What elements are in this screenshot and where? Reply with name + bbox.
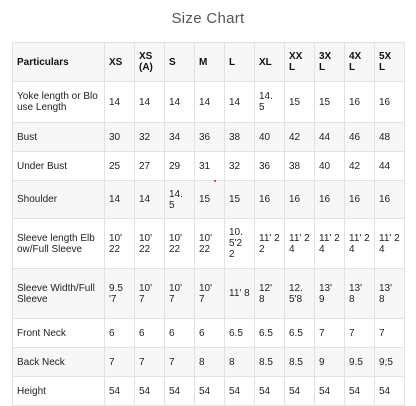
row-label: Shoulder: [13, 181, 105, 219]
column-header: XS: [105, 43, 135, 82]
column-header: 5X L: [375, 43, 405, 82]
table-cell: 8: [195, 348, 225, 377]
table-cell: 6: [165, 319, 195, 348]
table-cell: 9.5: [345, 348, 375, 377]
table-cell: 36: [255, 152, 285, 181]
size-chart-table: [12, 42, 405, 406]
table-cell: 10' 22: [165, 219, 195, 269]
column-header: XS (A): [135, 43, 165, 82]
table-cell: 6.5: [255, 319, 285, 348]
table-cell: 16: [255, 181, 285, 219]
table-row: [13, 219, 405, 269]
table-cell: 10' 22: [195, 219, 225, 269]
table-cell: 13' 9: [315, 269, 345, 319]
column-header: 4X L: [345, 43, 375, 82]
table-cell: 7: [345, 319, 375, 348]
table-row: [13, 348, 405, 377]
table-cell: 12. 5'8: [285, 269, 315, 319]
table-cell: 6: [195, 319, 225, 348]
table-cell: 14: [165, 82, 195, 123]
table-row: [13, 82, 405, 123]
table-cell: 13' 8: [375, 269, 405, 319]
table-row: [13, 152, 405, 181]
table-cell: 6.5: [285, 319, 315, 348]
table-cell: 46: [345, 123, 375, 152]
table-cell: 7: [315, 319, 345, 348]
table-cell: 6: [135, 319, 165, 348]
table-cell: 10' 22: [135, 219, 165, 269]
table-cell: 14: [135, 82, 165, 123]
table-cell: 32: [135, 123, 165, 152]
table-row: [13, 377, 405, 406]
table-cell: 11' 24: [285, 219, 315, 269]
table-cell: 16: [375, 82, 405, 123]
table-cell: 54: [375, 377, 405, 406]
table-cell: 40: [315, 152, 345, 181]
table-cell: 44: [375, 152, 405, 181]
table-cell: 7: [165, 348, 195, 377]
table-cell: 14. 5: [165, 181, 195, 219]
table-cell: 31: [195, 152, 225, 181]
table-row: [13, 269, 405, 319]
table-cell: 32: [225, 152, 255, 181]
column-header: XX L: [285, 43, 315, 82]
table-row: [13, 123, 405, 152]
table-cell: 38: [225, 123, 255, 152]
table-cell: 14: [105, 181, 135, 219]
table-cell: 48: [375, 123, 405, 152]
table-cell: 54: [255, 377, 285, 406]
table-cell: 15: [285, 82, 315, 123]
table-cell: 16: [285, 181, 315, 219]
table-cell: 16: [375, 181, 405, 219]
table-cell: 11' 24: [315, 219, 345, 269]
column-header: 3X L: [315, 43, 345, 82]
table-cell: 15: [315, 82, 345, 123]
table-cell: 10' 7: [135, 269, 165, 319]
column-header: XL: [255, 43, 285, 82]
table-cell: 14: [225, 82, 255, 123]
table-cell: 11' 24: [345, 219, 375, 269]
table-cell: 7: [105, 348, 135, 377]
table-cell: 9: [315, 348, 345, 377]
table-cell: 7: [375, 319, 405, 348]
table-cell: 10' 7: [165, 269, 195, 319]
table-cell: 16: [345, 82, 375, 123]
table-cell: 10' 7: [195, 269, 225, 319]
row-label: Sleeve length Elbow/Full Sleeve: [13, 219, 105, 269]
table-row: [13, 181, 405, 219]
table-cell: 12' 8: [255, 269, 285, 319]
row-label: Front Neck: [13, 319, 105, 348]
table-cell: 16: [345, 181, 375, 219]
table-cell: 34: [165, 123, 195, 152]
row-label: Height: [13, 377, 105, 406]
table-cell: 40: [255, 123, 285, 152]
table-cell: 54: [165, 377, 195, 406]
table-cell: 14: [195, 82, 225, 123]
table-cell: 8.5: [255, 348, 285, 377]
table-cell: 8: [225, 348, 255, 377]
table-cell: 9.5 '7: [105, 269, 135, 319]
column-header: Particulars: [13, 43, 105, 82]
table-cell: 42: [345, 152, 375, 181]
column-header: M: [195, 43, 225, 82]
table-cell: 6.5: [225, 319, 255, 348]
table-cell: 14: [135, 181, 165, 219]
stray-red-dot: [214, 180, 216, 182]
table-header-row: [13, 43, 405, 82]
row-label: Yoke length or Blouse Length: [13, 82, 105, 123]
page-title: Size Chart: [171, 10, 245, 27]
table-cell: 42: [285, 123, 315, 152]
table-cell: 54: [225, 377, 255, 406]
table-cell: 11' 24: [375, 219, 405, 269]
table-cell: 7: [135, 348, 165, 377]
table-cell: 10. 5'2 2: [225, 219, 255, 269]
row-label: Back Neck: [13, 348, 105, 377]
table-cell: 27: [135, 152, 165, 181]
size-chart-table-container: [12, 42, 404, 406]
table-cell: 29: [165, 152, 195, 181]
row-label: Under Bust: [13, 152, 105, 181]
table-cell: 54: [195, 377, 225, 406]
table-cell: 9;5: [375, 348, 405, 377]
table-cell: 10' 22: [105, 219, 135, 269]
table-cell: 15: [225, 181, 255, 219]
table-cell: 14: [105, 82, 135, 123]
table-cell: 11' 22: [255, 219, 285, 269]
table-cell: 54: [105, 377, 135, 406]
table-cell: 13' 8: [345, 269, 375, 319]
table-cell: 25: [105, 152, 135, 181]
table-cell: 54: [315, 377, 345, 406]
row-label: Sleeve Width/Full Sleeve: [13, 269, 105, 319]
table-cell: 54: [135, 377, 165, 406]
table-row: [13, 319, 405, 348]
table-cell: 11' 8: [225, 269, 255, 319]
column-header: S: [165, 43, 195, 82]
table-cell: 36: [195, 123, 225, 152]
table-cell: 38: [285, 152, 315, 181]
table-cell: 44: [315, 123, 345, 152]
row-label: Bust: [13, 123, 105, 152]
table-cell: 16: [315, 181, 345, 219]
table-cell: 54: [345, 377, 375, 406]
table-cell: 54: [285, 377, 315, 406]
table-cell: 6: [105, 319, 135, 348]
table-cell: 30: [105, 123, 135, 152]
table-cell: 14. 5: [255, 82, 285, 123]
column-header: L: [225, 43, 255, 82]
table-cell: 15: [195, 181, 225, 219]
table-cell: 8.5: [285, 348, 315, 377]
